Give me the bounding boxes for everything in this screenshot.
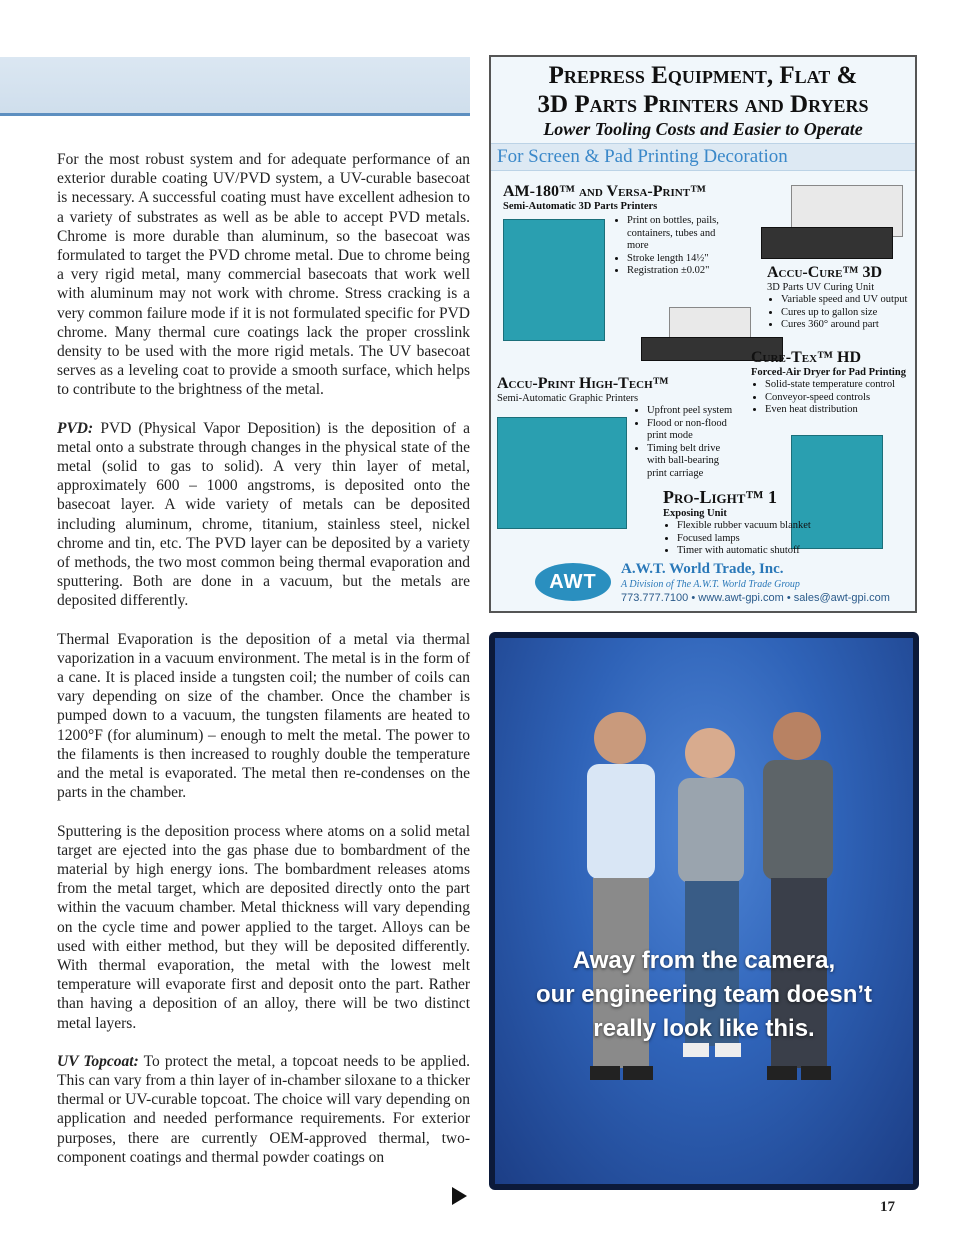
product-accu-cure [767, 264, 907, 332]
caption-line3: really look like this. [593, 1015, 815, 1042]
paragraph-basecoat-text: For the most robust system and for adequate performance of an exterior durable coating UV/PVD system, a UV-curable basecoat is necessary. A successful coating must have excellent adhesion to a variety of substrates as well as be able to accept PVD metals. Chrome is more durable than aluminum, so the basecoat was formulated to target the PVD chrome metal. Due to chrome being a very rigid metal, many commercial basecoats that work well with aluminum may not work with chrome. Stress cracking is a very common failure mode if it is not formulated specific for PVD chrome. Many thermal cure coatings lack the proper crosslink density to be used with the more rigid metals. The UV basecoat serves as a leveling coat to provide a smooth surface, which helps to contribute to the brightness of the metal. [57, 151, 470, 399]
paragraph-sputtering-text: Sputtering is the deposition process where atoms on a solid metal target are ejected into the gas phase due to bombardment of the material by high energy ions. The bombardment releases atoms from the metal target, which are deposited directly onto the part within the vacuum chamber. Metal thickness will vary depending on the cycle time and power applied to the target. Alloys can be used with either method, but they will be deposited differently. With thermal evaporation, the metal with the lowest melt temperature will evaporate first and deposit onto the part. Rather than having a deposition of an alloy, there will be two distinct metal layers. [57, 822, 470, 1032]
ad-band: For Screen & Pad Printing Decoration [491, 143, 915, 171]
product-accu-cure-name: Accu-Cure™ 3D [767, 264, 883, 281]
bullet: • Solid-state temperature control [765, 379, 906, 392]
company-contact[interactable]: 773.777.7100 • www.awt-gpi.com • sales@awt-gpi.com [621, 592, 890, 604]
caption-line1: Away from the camera, [572, 947, 836, 974]
cure-tex-hood-image [669, 307, 751, 339]
product-am180-name: AM-180™ and Versa-Print™ [503, 183, 707, 200]
paragraph-thermal-text: Thermal Evaporation is the deposition of a metal via thermal vaporization in a vacuum environment. The metal is in the form of a cane. It is placed inside a tungsten coil; the number of coils can vary depending on size of the chamber. Once the chamber is pumped down to a vacuum, the tungsten filaments are heated to 1200°F (for aluminum) – enough to melt the metal. The power to the filaments is then increased to roughly double the temperature and the metal is evaporated. The metal then re-condenses on the parts in the chamber. [57, 630, 470, 802]
engineering-team-ad[interactable] [489, 632, 919, 1190]
bullet: • Stroke length 14½" [627, 253, 723, 266]
ad-title-line1: Prepress Equipment, Flat & [548, 62, 858, 89]
product-pro-light-name: Pro-Light™ 1 [663, 487, 777, 507]
team-illustration [535, 698, 875, 1118]
product-accu-cure-sub: 3D Parts UV Curing Unit [767, 282, 875, 293]
continue-arrow-icon[interactable] [452, 1187, 467, 1205]
product-cure-tex [751, 349, 906, 417]
bullet: • Conveyor-speed controls [765, 392, 906, 405]
bullet: • Flexible rubber vacuum blanket [677, 520, 811, 533]
product-accu-print-sub: Semi-Automatic Graphic Printers [497, 393, 639, 404]
ad-tagline: Lower Tooling Costs and Easier to Operate [543, 119, 863, 139]
section-header-rule [0, 113, 470, 116]
bullet: • Print on bottles, pails, containers, tubes and more [627, 215, 723, 253]
product-am180-sub: Semi-Automatic 3D Parts Printers [503, 201, 658, 212]
product-cure-tex-sub: Forced-Air Dryer for Pad Printing [751, 367, 906, 378]
awt-advertisement[interactable] [489, 55, 917, 613]
am180-printer-image [503, 219, 605, 341]
bullet: • Variable speed and UV output [781, 294, 907, 307]
pvd-lead: PVD: [57, 419, 94, 437]
bullet: • Upfront peel system [647, 405, 741, 418]
article-column [57, 150, 470, 1186]
awt-logo: AWT [535, 563, 611, 601]
bullet: • Registration ±0.02" [627, 265, 723, 278]
page-number: 17 [880, 1199, 895, 1215]
paragraph-pvd-text: PVD (Physical Vapor Deposition) is the deposition of a metal onto a substrate through changes in the physical state of the metal (solid to gas to solid). A very thin layer of metal, approximately 600 – 1000 angstroms, is deposited onto the basecoat layer. A wide variety of metals can be deposited including aluminum, chrome, titanium, stainless steel, nickel chrome and tin, etc. The PVD layer can be deposited by a variety of methods, the two most common being thermal evaporation and sputtering. Both are done in a vacuum, but the metals are deposited differently. [57, 419, 470, 610]
accu-print-image [497, 417, 627, 529]
paragraph-sputtering [57, 822, 470, 1033]
ad-caption [495, 944, 913, 1046]
company-division: A Division of The A.W.T. World Trade Group [621, 579, 800, 590]
product-accu-print-bullets [633, 405, 741, 481]
paragraph-basecoat [57, 150, 470, 400]
product-am180 [503, 183, 706, 212]
product-am180-bullets [613, 215, 723, 278]
paragraph-thermal-evaporation [57, 630, 470, 803]
bullet: • Focused lamps [677, 533, 811, 546]
product-cure-tex-name: Cure-Tex™ HD [751, 349, 862, 366]
ad-title-line2: 3D Parts Printers and Dryers [537, 91, 869, 118]
ad-title [491, 61, 915, 119]
engineering-team-photo [495, 638, 913, 1184]
bullet: • Timer with automatic shutoff [677, 545, 811, 558]
bullet: • Even heat distribution [765, 404, 906, 417]
paragraph-uv-topcoat [57, 1052, 470, 1167]
uv-topcoat-lead: UV Topcoat: [57, 1052, 139, 1070]
product-accu-print-name: Accu-Print High-Tech™ [497, 375, 669, 392]
bullet: • Flood or non-flood print mode [647, 418, 741, 443]
bullet: • Cures up to gallon size [781, 307, 907, 320]
bullet: • Cures 360° around part [781, 319, 907, 332]
product-pro-light [663, 487, 811, 558]
ad-footer [497, 561, 909, 607]
bullet: • Timing belt drive with ball-bearing print carriage [647, 443, 741, 481]
accu-cure-base-image [761, 227, 893, 259]
product-pro-light-sub: Exposing Unit [663, 508, 727, 519]
paragraph-pvd [57, 419, 470, 611]
company-name: A.W.T. World Trade, Inc. [621, 561, 784, 577]
paragraph-uv-topcoat-text: To protect the metal, a topcoat needs to be applied. This can vary from a thin layer of in-chamber siloxane to a thicker thermal or UV-curable topcoat. The choice will vary depending on application and needed performance requirements. For exterior purposes, there are currently OEM-approved thermal, two-component coatings and thermal powder coatings on [57, 1052, 470, 1166]
caption-line2: our engineering team doesn’t [535, 981, 873, 1008]
section-header-band [0, 57, 470, 115]
product-accu-print [497, 375, 669, 404]
